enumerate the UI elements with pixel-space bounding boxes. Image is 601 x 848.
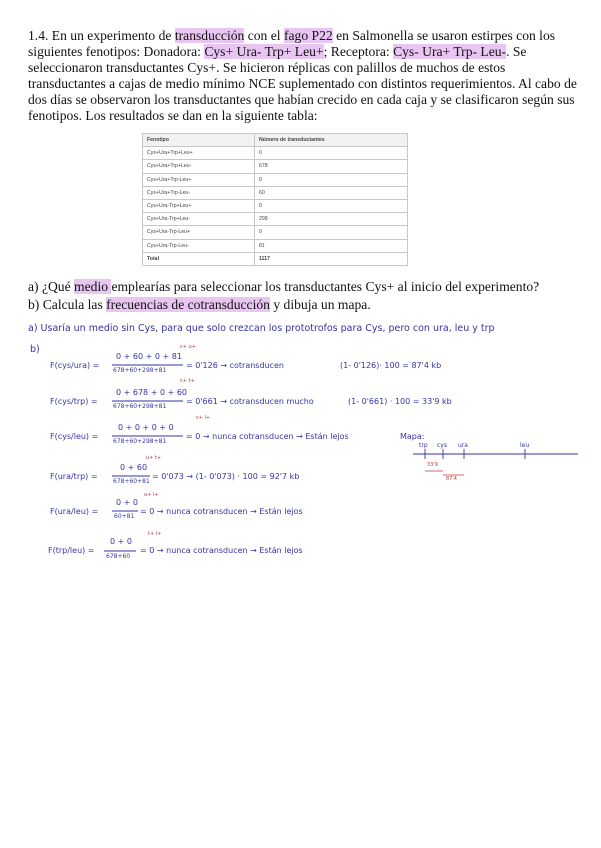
intro-text: 1.4. En un experimento de	[28, 28, 175, 43]
highlight-receptora: Cys- Ura+ Trp- Leu-	[393, 44, 507, 60]
table-cell: 0	[254, 173, 407, 186]
question-text: emplearías para seleccionar los transductantes Cys+ al inicio del experimento?	[111, 279, 540, 294]
highlight-transduccion: transducción	[174, 28, 245, 43]
table-cell: 678	[254, 160, 407, 173]
table-cell: Cys+Ura-Trp-Leu-	[143, 239, 255, 252]
eq5-denominator: 60+81	[114, 513, 135, 520]
table-cell: 0	[254, 226, 407, 239]
highlight-fago: fago P22	[283, 28, 333, 43]
eq2-denominator: 678+60+298+81	[113, 403, 167, 410]
eq5-numerator: 0 + 0	[116, 498, 138, 507]
eq6-lhs: F(trp/leu) =	[48, 546, 95, 555]
table-cell: Total	[143, 252, 255, 265]
question-text: b) Calcula las	[28, 296, 107, 312]
eq2-numerator: 0 + 678 + 0 + 60	[116, 388, 187, 397]
eq4-result: = 0'073 → (1- 0'073) · 100 = 92'7 kb	[152, 472, 300, 481]
map-distance-1: 33'9	[427, 462, 438, 468]
map-label-ura: ura	[458, 442, 468, 449]
eq6-superscript: t+ l+	[148, 531, 162, 537]
eq4-denominator: 678+60+81	[113, 478, 150, 485]
eq2-distance: (1- 0'661) · 100 = 33'9 kb	[348, 397, 452, 406]
highlight-medio: medio	[74, 279, 112, 294]
eq6-result: = 0 → nunca cotransducen → Están lejos	[140, 546, 303, 555]
highlight-donadora: Cys+ Ura- Trp+ Leu+	[204, 44, 324, 60]
table-cell: 81	[254, 239, 407, 252]
table-cell: Cys+Ura-Trp+Leu-	[143, 213, 255, 226]
highlight-frecuencias: frecuencias de cotransducción	[106, 296, 270, 312]
intro-text: ; Receptora:	[323, 44, 394, 60]
eq2-superscript: c+ t+	[180, 378, 195, 384]
map-label: Mapa:	[400, 432, 425, 441]
intro-text: en Salmonella se usaron estirpes con los siguientes fenotipos: Donadora:	[28, 28, 556, 60]
eq1-result: = 0'126 → cotransducen	[186, 361, 284, 370]
table-cell: 1117	[254, 252, 407, 265]
eq3-numerator: 0 + 0 + 0 + 0	[118, 423, 174, 432]
question-text: y dibuja un mapa.	[269, 296, 371, 312]
table-cell: Cys+Ura+Trp-Leu-	[143, 186, 255, 199]
table-cell: Cys+Ura+Trp-Leu+	[143, 173, 255, 186]
map-label-cys: cys	[437, 442, 447, 449]
eq4-numerator: 0 + 60	[120, 463, 148, 472]
eq4-superscript: u+ t+	[146, 455, 162, 461]
eq4-lhs: F(ura/trp) =	[50, 472, 98, 481]
table-header-numero: Número de transductantes	[254, 134, 407, 147]
eq6-denominator: 678+60	[106, 553, 131, 560]
eq6-numerator: 0 + 0	[110, 537, 132, 546]
table-cell: Cys+Ura-Trp+Leu+	[143, 199, 255, 212]
map-label-leu: leu	[520, 442, 530, 449]
eq3-superscript: c+ l+	[196, 415, 211, 421]
eq3-denominator: 678+60+298+81	[113, 438, 167, 445]
table-cell: 298	[254, 213, 407, 226]
eq5-superscript: u+ l+	[144, 492, 159, 498]
eq3-result: = 0 → nunca cotransducen → Están lejos	[186, 432, 349, 441]
eq1-numerator: 0 + 60 + 0 + 81	[116, 352, 182, 361]
answer-b-label: b)	[30, 344, 40, 355]
table-cell: Cys+Ura+Trp+Leu-	[143, 160, 255, 173]
eq1-superscript: c+ u+	[180, 344, 196, 350]
eq1-distance: (1- 0'126)· 100 = 87'4 kb	[340, 361, 442, 370]
table-cell: 0	[254, 199, 407, 212]
intro-text: con el	[244, 28, 284, 43]
eq2-result: = 0'661 → cotransducen mucho	[186, 397, 314, 406]
answer-a: a) Usaría un medio sin Cys, para que solo crezcan los prototrofos para Cys, pero con ura, leu y trp	[28, 323, 495, 334]
eq1-denominator: 678+60+298+81	[113, 367, 167, 374]
table-header-fenotipo: Fenotipo	[143, 134, 255, 147]
table-cell: Cys+Ura+Trp+Leu+	[143, 147, 255, 160]
map-label-trp: trp	[419, 442, 428, 449]
table-cell: Cys+Ura-Trp-Leu+	[143, 226, 255, 239]
question-text: a) ¿Qué	[28, 279, 75, 294]
map-distance-2: 87'4	[446, 476, 457, 482]
table-cell: 0	[254, 147, 407, 160]
eq5-lhs: F(ura/leu) =	[50, 507, 99, 516]
eq2-lhs: F(cys/trp) =	[50, 397, 98, 406]
table-cell: 60	[254, 186, 407, 199]
eq3-lhs: F(cys/leu) =	[50, 432, 99, 441]
intro-text: . Se seleccionaron transductantes Cys+. Se hicieron réplicas con palillos de muchos de estos transductantes a cajas de medio mínimo NCE suplementado con distintos requerimientos. Al cabo de dos días se observaron los transductantes que habían crecido en cada caja y se clasificaron según sus fenotipos. Los resultados se dan en la siguiente tabla:	[28, 44, 577, 124]
eq1-lhs: F(cys/ura) =	[50, 361, 100, 370]
eq5-result: = 0 → nunca cotransducen → Están lejos	[140, 507, 303, 516]
